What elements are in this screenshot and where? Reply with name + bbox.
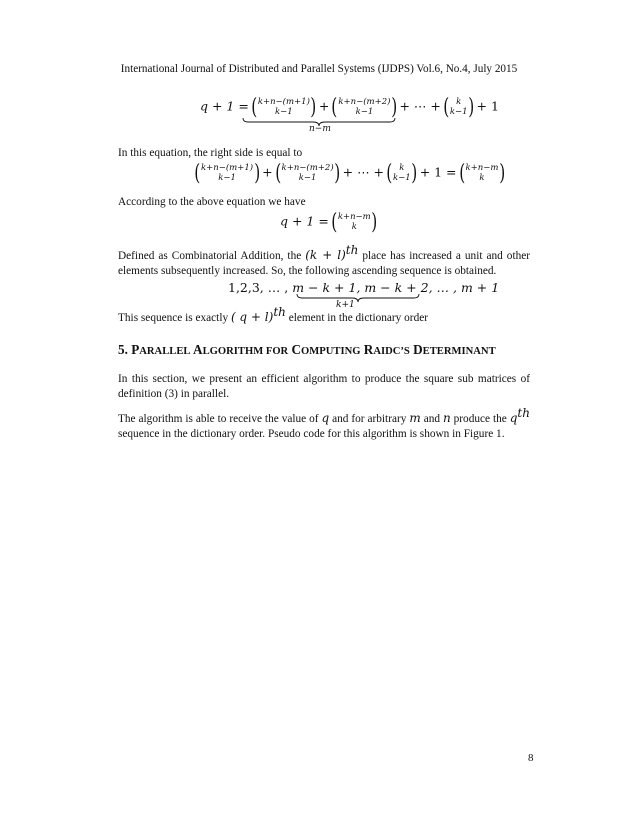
math-q-th: q (509, 410, 518, 425)
eq1-binom-1: ( k+n−(m+1) k−1 ) (251, 95, 317, 120)
eq2-dots: + ⋯ + (342, 164, 385, 180)
eq4-braced: m − k + 1, m − k + 2, … , m + 1 (292, 280, 500, 295)
eq4-start: 1,2,3, … , (228, 280, 289, 295)
math-n: n (442, 410, 451, 425)
page-number: 8 (528, 752, 534, 764)
paragraph-5: In this section, we present an efficient algorithm to produce the square sub matrices of definition (3) in parallel. (118, 373, 530, 400)
eq2-binom-3: ( k k−1 ) (386, 161, 418, 186)
equation-2 (194, 161, 506, 186)
math-m: m (409, 410, 421, 425)
math-k-plus-l: (k + l) (305, 247, 346, 262)
section-heading: 5. PARALLEL ALGORITHM FOR COMPUTING RAIDC’S DETERMINANT (118, 342, 496, 357)
eq1-underbrace-label: n−m (309, 124, 331, 134)
eq2-binom-4: ( k+n−m k ) (458, 161, 506, 186)
eq4-underbrace (296, 294, 420, 302)
math-q: q (321, 410, 330, 425)
paragraph-6: The algorithm is able to receive the value of q and for arbitrary m and n produce the $q^{th}$ sequence in the dictionary order. Pseudo code for this algorithm is shown in Figure 1. (118, 406, 530, 440)
eq3-lhs: q + 1 = (280, 213, 329, 229)
eq2-binom-1: ( k+n−(m+1) k−1 ) (194, 161, 260, 186)
eq1-dots: + ⋯ + (399, 98, 441, 114)
paragraph-4: This sequence is exactly ( q + l)$^{th}$ element in the dictionary order (118, 305, 428, 324)
equation-4 (228, 280, 499, 295)
eq1-binom-2: ( k+n−(m+2) k−1 ) (331, 95, 398, 120)
paragraph-3: Defined as Combinatorial Addition, the $(k + l)^{th}$ place has increased a unit and other elements subsequently increased. So, the following ascending sequence is obtained. (118, 243, 531, 277)
paragraph-1: In this equation, the right side is equal to (118, 147, 303, 159)
eq2-binom-2: ( k+n−(m+2) k−1 ) (274, 161, 341, 186)
eq3-binom-1: ( k+n−m k ) (331, 210, 378, 235)
eq2-plus: + (262, 164, 273, 180)
eq4-underbrace-label: k+1 (336, 300, 355, 310)
eq2-mid: + 1 = (419, 164, 457, 180)
math-q-plus-l: ( q + l) (230, 309, 274, 324)
paragraph-2: According to the above equation we have (118, 196, 306, 208)
equation-1 (200, 95, 499, 120)
equation-3 (280, 210, 378, 235)
eq1-plus: + (318, 98, 330, 114)
running-header: International Journal of Distributed and Parallel Systems (IJDPS) Vol.6, No.4, July 2015 (120, 63, 518, 75)
eq1-binom-3: ( k k−1 ) (443, 95, 475, 120)
eq1-tail: + 1 (476, 98, 499, 114)
eq1-lhs: q + 1 = (200, 98, 249, 114)
